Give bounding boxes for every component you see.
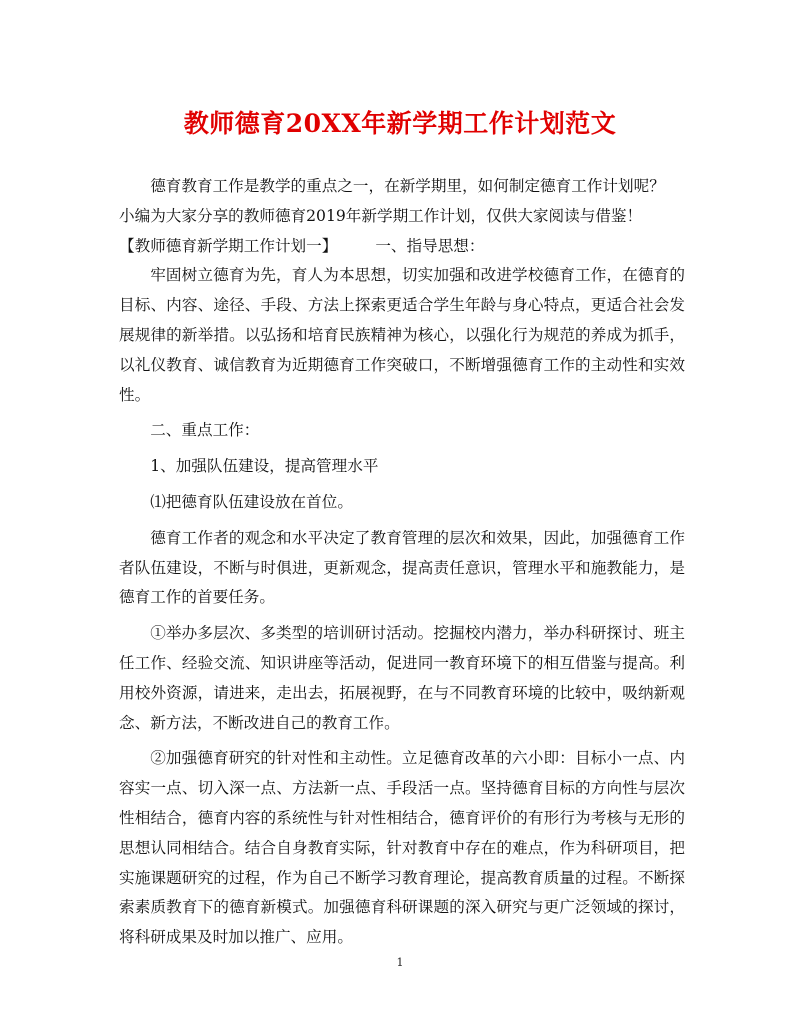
plan-heading: 【教师德育新学期工作计划一】 bbox=[119, 236, 338, 255]
guiding-ideas-paragraph: 牢固树立德育为先，育人为本思想，切实加强和改进学校德育工作，在德育的目标、内容、途径、手段、方法上探索更适合学生年龄与身心特点，更适合社会发展规律的新举措。以弘扬和培育民族精神为核心，以强化行为规范的养成为抓手，以礼仪教育、诚信教育为近期德育工作突破口，不断增强德育工作的主动性和实效性。 bbox=[119, 266, 685, 404]
section2-heading: 二、重点工作： bbox=[150, 421, 260, 440]
document-title: 教师德育20XX年新学期工作计划范文 bbox=[183, 109, 617, 138]
research-paragraph: ②加强德育研究的针对性和主动性。立足德育改革的六小即：目标小一点、内容实一点、切入深一点、方法新一点、手段活一点。坚持德育目标的方向性与层次性相结合，德育内容的系统性与针对性相结合，德育评价的有形行为考核与无形的思想认同相结合。结合自身教育实际，针对教育中存在的难点，作为科研项目，把实施课题研究的过程，作为自己不断学习教育理论，提高教育质量的过程。不断探索素质教育下的德育新模式。加强德育科研课题的深入研究与更广泛领域的探讨，将科研成果及时加以推广、应用。 bbox=[119, 749, 685, 947]
team-paragraph: 德育工作者的观念和水平决定了教育管理的层次和效果，因此，加强德育工作者队伍建设，不断与时俱进，更新观念，提高责任意识，管理水平和施教能力，是德育工作的首要任务。 bbox=[119, 528, 685, 607]
section1-heading: 一、指导思想： bbox=[375, 236, 485, 255]
item1-heading: 1、加强队伍建设，提高管理水平 bbox=[150, 457, 379, 476]
item1-subheading: ⑴把德育队伍建设放在首位。 bbox=[150, 492, 353, 511]
intro-line-2: 小编为大家分享的教师德育2019年新学期工作计划，仅供大家阅读与借鉴！ bbox=[119, 206, 643, 225]
document-body bbox=[119, 172, 685, 953]
training-paragraph: ①举办多层次、多类型的培训研讨活动。挖掘校内潜力，举办科研探讨、班主任工作、经验交流、知识讲座等活动，促进同一教育环境下的相互借鉴与提高。利用校外资源，请进来，走出去，拓展视野，在与不同教育环境的比较中，吸纳新观念、新方法，不断改进自己的教育工作。 bbox=[119, 624, 685, 732]
intro-line-1: 德育教育工作是教学的重点之一，在新学期里，如何制定德育工作计划呢？ bbox=[150, 177, 665, 195]
plan-heading-line bbox=[119, 232, 685, 262]
page-number: 1 bbox=[396, 956, 404, 969]
